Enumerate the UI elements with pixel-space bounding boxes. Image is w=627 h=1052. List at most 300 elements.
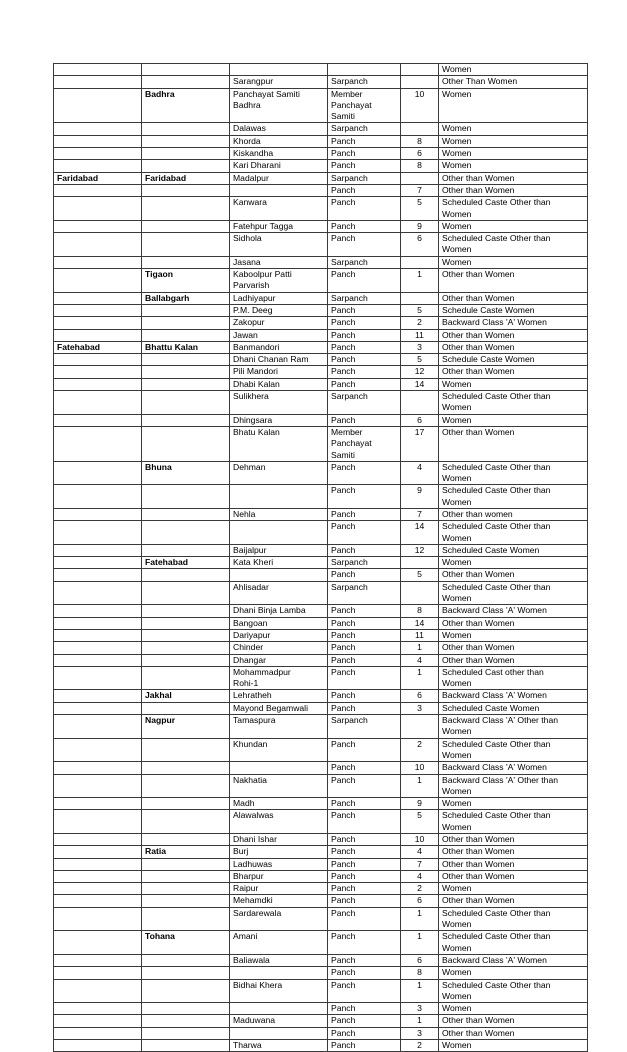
category-cell: Women <box>439 883 588 895</box>
table-row <box>54 1003 588 1015</box>
ward-cell: 7 <box>401 858 439 870</box>
table-row <box>54 557 588 569</box>
ward-cell <box>401 123 439 135</box>
block-cell <box>142 979 230 1003</box>
district-cell <box>54 317 142 329</box>
category-cell: Backward Class 'A' Other than Women <box>439 715 588 739</box>
table-row <box>54 738 588 762</box>
table-row <box>54 798 588 810</box>
table-row <box>54 64 588 76</box>
district-cell <box>54 774 142 798</box>
category-cell: Other than Women <box>439 642 588 654</box>
district-cell <box>54 148 142 160</box>
block-cell: Tohana <box>142 931 230 955</box>
district-cell <box>54 798 142 810</box>
village-cell: Bangoan <box>230 617 328 629</box>
post-cell: Panch <box>328 521 401 545</box>
post-cell: Panch <box>328 979 401 1003</box>
block-cell: Bhuna <box>142 461 230 485</box>
block-cell <box>142 233 230 257</box>
village-cell: Burj <box>230 846 328 858</box>
village-cell: Mehamdki <box>230 895 328 907</box>
district-cell <box>54 521 142 545</box>
village-cell: Madalpur <box>230 172 328 184</box>
district-cell <box>54 88 142 123</box>
block-cell <box>142 1027 230 1039</box>
table-row <box>54 846 588 858</box>
ward-cell: 2 <box>401 738 439 762</box>
village-cell: Maduwana <box>230 1015 328 1027</box>
district-cell <box>54 762 142 774</box>
post-cell: Panch <box>328 304 401 316</box>
village-cell: Khorda <box>230 135 328 147</box>
category-cell: Other than Women <box>439 341 588 353</box>
category-cell: Backward Class 'A' Other than Women <box>439 774 588 798</box>
district-cell <box>54 304 142 316</box>
block-cell: Faridabad <box>142 172 230 184</box>
table-row <box>54 366 588 378</box>
village-cell <box>230 184 328 196</box>
ward-cell: 8 <box>401 967 439 979</box>
district-cell <box>54 834 142 846</box>
village-cell: Baliawala <box>230 954 328 966</box>
block-cell: Ballabgarh <box>142 292 230 304</box>
district-cell: Fatehabad <box>54 341 142 353</box>
post-cell: Panch <box>328 184 401 196</box>
category-cell: Other than Women <box>439 858 588 870</box>
district-cell <box>54 629 142 641</box>
ward-cell: 1 <box>401 666 439 690</box>
village-cell: Mayond Begamwali <box>230 702 328 714</box>
table-row <box>54 508 588 520</box>
category-cell: Backward Class 'A' Women <box>439 605 588 617</box>
village-cell: Ahlisadar <box>230 581 328 605</box>
category-cell: Other Than Women <box>439 76 588 88</box>
ward-cell: 5 <box>401 304 439 316</box>
district-cell <box>54 738 142 762</box>
post-cell: Panch <box>328 414 401 426</box>
ward-cell: 1 <box>401 979 439 1003</box>
category-cell: Other than Women <box>439 184 588 196</box>
district-cell <box>54 233 142 257</box>
village-cell: Kari Dharani <box>230 160 328 172</box>
post-cell: Sarpanch <box>328 715 401 739</box>
village-cell <box>230 485 328 509</box>
post-cell: Panch <box>328 378 401 390</box>
district-cell <box>54 666 142 690</box>
block-cell <box>142 64 230 76</box>
post-cell: Sarpanch <box>328 292 401 304</box>
village-cell: Bidhai Khera <box>230 979 328 1003</box>
village-cell: Sardarewala <box>230 907 328 931</box>
district-cell <box>54 907 142 931</box>
ward-cell: 17 <box>401 426 439 461</box>
ward-cell: 12 <box>401 544 439 556</box>
table-row <box>54 135 588 147</box>
block-cell <box>142 738 230 762</box>
district-cell <box>54 269 142 293</box>
village-cell <box>230 569 328 581</box>
block-cell <box>142 354 230 366</box>
category-cell: Other than Women <box>439 569 588 581</box>
category-cell: Scheduled Caste Other than Women <box>439 485 588 509</box>
category-cell: Other than Women <box>439 172 588 184</box>
table-row <box>54 172 588 184</box>
village-cell: Pili Mandori <box>230 366 328 378</box>
post-cell: Panch <box>328 774 401 798</box>
category-cell: Other than Women <box>439 292 588 304</box>
post-cell: Panch <box>328 870 401 882</box>
post-cell: Panch <box>328 269 401 293</box>
post-cell: Panch <box>328 329 401 341</box>
category-cell: Backward Class 'A' Women <box>439 762 588 774</box>
block-cell: Jakhal <box>142 690 230 702</box>
ward-cell: 2 <box>401 883 439 895</box>
village-cell: Kaboolpur Patti Parvarish <box>230 269 328 293</box>
post-cell: Panch <box>328 858 401 870</box>
table-row <box>54 654 588 666</box>
post-cell: Panch <box>328 569 401 581</box>
district-cell <box>54 76 142 88</box>
block-cell <box>142 907 230 931</box>
category-cell: Scheduled Caste Other than Women <box>439 581 588 605</box>
post-cell: Panch <box>328 135 401 147</box>
table-row <box>54 954 588 966</box>
post-cell: Panch <box>328 233 401 257</box>
ward-cell <box>401 64 439 76</box>
post-cell: Member Panchayat Samiti <box>328 88 401 123</box>
ward-cell: 5 <box>401 354 439 366</box>
block-cell <box>142 629 230 641</box>
block-cell: Ratia <box>142 846 230 858</box>
post-cell: Sarpanch <box>328 256 401 268</box>
block-cell <box>142 426 230 461</box>
table-row <box>54 233 588 257</box>
post-cell: Sarpanch <box>328 557 401 569</box>
ward-cell: 10 <box>401 834 439 846</box>
district-cell <box>54 508 142 520</box>
block-cell <box>142 135 230 147</box>
ward-cell <box>401 292 439 304</box>
ward-cell: 1 <box>401 1015 439 1027</box>
village-cell: Dalawas <box>230 123 328 135</box>
post-cell <box>328 64 401 76</box>
category-cell: Scheduled Caste Other than Women <box>439 197 588 221</box>
block-cell <box>142 76 230 88</box>
block-cell <box>142 391 230 415</box>
district-cell <box>54 135 142 147</box>
post-cell: Sarpanch <box>328 581 401 605</box>
ward-cell: 9 <box>401 220 439 232</box>
table-row <box>54 123 588 135</box>
block-cell <box>142 329 230 341</box>
village-cell: Bharpur <box>230 870 328 882</box>
block-cell <box>142 954 230 966</box>
block-cell <box>142 605 230 617</box>
block-cell <box>142 378 230 390</box>
village-cell: Jasana <box>230 256 328 268</box>
ward-cell: 3 <box>401 1003 439 1015</box>
village-cell <box>230 1027 328 1039</box>
category-cell: Women <box>439 629 588 641</box>
district-cell <box>54 485 142 509</box>
table-row <box>54 883 588 895</box>
post-cell: Panch <box>328 702 401 714</box>
block-cell <box>142 304 230 316</box>
table-row <box>54 1027 588 1039</box>
post-cell: Panch <box>328 461 401 485</box>
table-row <box>54 426 588 461</box>
table-row <box>54 1015 588 1027</box>
district-cell <box>54 366 142 378</box>
post-cell: Panch <box>328 1027 401 1039</box>
category-cell: Scheduled Caste Other than Women <box>439 391 588 415</box>
post-cell: Panch <box>328 690 401 702</box>
district-cell <box>54 979 142 1003</box>
ward-cell: 10 <box>401 88 439 123</box>
district-cell <box>54 544 142 556</box>
village-cell: Mohammadpur Rohi-1 <box>230 666 328 690</box>
category-cell: Women <box>439 148 588 160</box>
block-cell <box>142 1015 230 1027</box>
district-cell <box>54 810 142 834</box>
post-cell: Member Panchayat Samiti <box>328 426 401 461</box>
category-cell: Scheduled Caste Women <box>439 544 588 556</box>
district-cell <box>54 557 142 569</box>
table-row <box>54 810 588 834</box>
village-cell: Dhani Chanan Ram <box>230 354 328 366</box>
category-cell: Other than Women <box>439 1027 588 1039</box>
ward-cell: 3 <box>401 1027 439 1039</box>
category-cell: Other than Women <box>439 426 588 461</box>
ward-cell: 6 <box>401 414 439 426</box>
block-cell <box>142 521 230 545</box>
ward-cell: 11 <box>401 629 439 641</box>
village-cell <box>230 521 328 545</box>
table-row <box>54 629 588 641</box>
category-cell: Other than Women <box>439 846 588 858</box>
category-cell: Women <box>439 123 588 135</box>
district-cell <box>54 1003 142 1015</box>
district-cell <box>54 184 142 196</box>
district-cell <box>54 846 142 858</box>
village-cell: Baijalpur <box>230 544 328 556</box>
post-cell: Panch <box>328 1003 401 1015</box>
table-row <box>54 76 588 88</box>
district-cell <box>54 414 142 426</box>
table-row <box>54 702 588 714</box>
village-cell: Chinder <box>230 642 328 654</box>
block-cell <box>142 617 230 629</box>
category-cell: Women <box>439 1040 588 1052</box>
ward-cell <box>401 172 439 184</box>
post-cell: Panch <box>328 160 401 172</box>
post-cell: Panch <box>328 485 401 509</box>
ward-cell: 4 <box>401 461 439 485</box>
ward-cell: 7 <box>401 184 439 196</box>
table-body <box>54 64 588 1052</box>
district-cell <box>54 870 142 882</box>
post-cell: Panch <box>328 617 401 629</box>
post-cell: Panch <box>328 666 401 690</box>
post-cell: Sarpanch <box>328 391 401 415</box>
ward-cell: 5 <box>401 569 439 581</box>
village-cell: Khundan <box>230 738 328 762</box>
category-cell: Women <box>439 64 588 76</box>
village-cell: Ladhuwas <box>230 858 328 870</box>
block-cell <box>142 798 230 810</box>
district-cell <box>54 858 142 870</box>
district-cell: Faridabad <box>54 172 142 184</box>
district-cell <box>54 1040 142 1052</box>
block-cell <box>142 883 230 895</box>
category-cell: Scheduled Caste Other than Women <box>439 931 588 955</box>
district-cell <box>54 954 142 966</box>
table-row <box>54 979 588 1003</box>
table-row <box>54 197 588 221</box>
ward-cell: 4 <box>401 846 439 858</box>
block-cell <box>142 148 230 160</box>
table-row <box>54 895 588 907</box>
ward-cell: 3 <box>401 702 439 714</box>
block-cell <box>142 184 230 196</box>
village-cell: Dhangar <box>230 654 328 666</box>
block-cell <box>142 544 230 556</box>
table-row <box>54 967 588 979</box>
category-cell: Other than Women <box>439 366 588 378</box>
village-cell: Dhingsara <box>230 414 328 426</box>
ward-cell: 2 <box>401 1040 439 1052</box>
block-cell <box>142 160 230 172</box>
ward-cell: 6 <box>401 895 439 907</box>
table-row <box>54 354 588 366</box>
category-cell: Scheduled Caste Other than Women <box>439 521 588 545</box>
post-cell: Panch <box>328 798 401 810</box>
ward-cell: 4 <box>401 870 439 882</box>
block-cell <box>142 485 230 509</box>
post-cell: Panch <box>328 967 401 979</box>
ward-cell: 7 <box>401 508 439 520</box>
ward-cell: 3 <box>401 341 439 353</box>
table-row <box>54 774 588 798</box>
block-cell <box>142 366 230 378</box>
village-cell: Bhatu Kalan <box>230 426 328 461</box>
category-cell: Scheduled Caste Women <box>439 702 588 714</box>
village-cell: Jawan <box>230 329 328 341</box>
village-cell: Banmandori <box>230 341 328 353</box>
ward-cell: 11 <box>401 329 439 341</box>
post-cell: Panch <box>328 317 401 329</box>
category-cell: Women <box>439 135 588 147</box>
table-row <box>54 256 588 268</box>
district-cell <box>54 690 142 702</box>
post-cell: Panch <box>328 1015 401 1027</box>
category-cell: Backward Class 'A' Women <box>439 954 588 966</box>
block-cell <box>142 317 230 329</box>
village-cell: Raipur <box>230 883 328 895</box>
category-cell: Women <box>439 220 588 232</box>
district-cell <box>54 329 142 341</box>
post-cell: Panch <box>328 148 401 160</box>
ward-cell: 8 <box>401 605 439 617</box>
district-cell <box>54 378 142 390</box>
table-row <box>54 642 588 654</box>
district-cell <box>54 354 142 366</box>
ward-cell: 6 <box>401 690 439 702</box>
category-cell: Scheduled Caste Other than Women <box>439 979 588 1003</box>
table-row <box>54 461 588 485</box>
village-cell: Tharwa <box>230 1040 328 1052</box>
post-cell: Panch <box>328 738 401 762</box>
ward-cell: 8 <box>401 160 439 172</box>
table-row <box>54 870 588 882</box>
category-cell: Other than Women <box>439 617 588 629</box>
category-cell: Other than Women <box>439 269 588 293</box>
post-cell: Panch <box>328 907 401 931</box>
table-row <box>54 391 588 415</box>
ward-cell <box>401 715 439 739</box>
post-cell: Panch <box>328 197 401 221</box>
table-row <box>54 148 588 160</box>
district-cell <box>54 197 142 221</box>
ward-cell <box>401 557 439 569</box>
district-cell <box>54 160 142 172</box>
table-row <box>54 931 588 955</box>
category-cell: Women <box>439 88 588 123</box>
ward-cell: 1 <box>401 907 439 931</box>
table-row <box>54 907 588 931</box>
ward-cell: 1 <box>401 931 439 955</box>
ward-cell: 5 <box>401 197 439 221</box>
village-cell: Sarangpur <box>230 76 328 88</box>
village-cell: Alawalwas <box>230 810 328 834</box>
block-cell <box>142 702 230 714</box>
reservation-table <box>53 63 588 1052</box>
block-cell <box>142 1040 230 1052</box>
table-row <box>54 160 588 172</box>
table-row <box>54 605 588 617</box>
block-cell <box>142 642 230 654</box>
category-cell: Schedule Caste Women <box>439 354 588 366</box>
ward-cell: 9 <box>401 485 439 509</box>
ward-cell: 9 <box>401 798 439 810</box>
ward-cell: 6 <box>401 148 439 160</box>
village-cell: Fatehpur Tagga <box>230 220 328 232</box>
post-cell: Panch <box>328 605 401 617</box>
district-cell <box>54 292 142 304</box>
village-cell <box>230 762 328 774</box>
post-cell: Sarpanch <box>328 123 401 135</box>
category-cell: Scheduled Caste Other than Women <box>439 738 588 762</box>
post-cell: Panch <box>328 642 401 654</box>
district-cell <box>54 605 142 617</box>
category-cell: Women <box>439 378 588 390</box>
table-row <box>54 1040 588 1052</box>
block-cell <box>142 197 230 221</box>
ward-cell: 2 <box>401 317 439 329</box>
ward-cell: 10 <box>401 762 439 774</box>
category-cell: Women <box>439 967 588 979</box>
category-cell: Other than women <box>439 508 588 520</box>
post-cell: Panch <box>328 834 401 846</box>
ward-cell: 14 <box>401 378 439 390</box>
ward-cell: 1 <box>401 642 439 654</box>
village-cell: Dhabi Kalan <box>230 378 328 390</box>
block-cell <box>142 895 230 907</box>
category-cell: Scheduled Caste Other than Women <box>439 810 588 834</box>
village-cell: Sulikhera <box>230 391 328 415</box>
block-cell: Badhra <box>142 88 230 123</box>
